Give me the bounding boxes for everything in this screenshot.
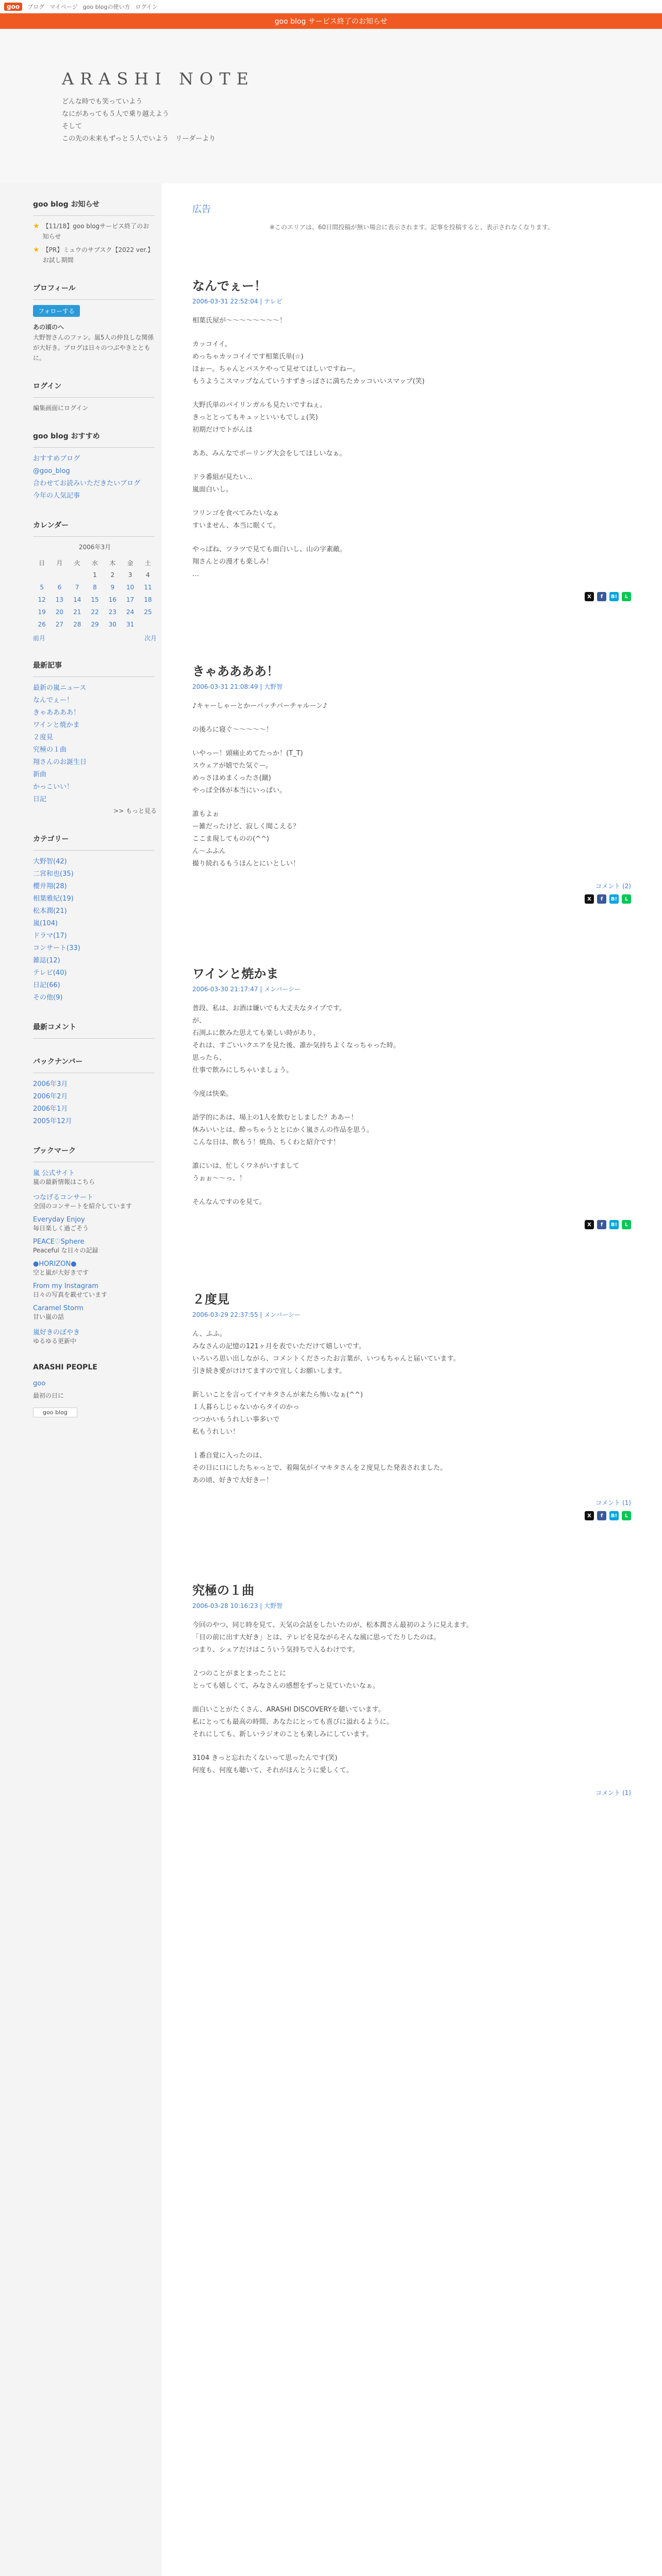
divider — [33, 299, 154, 300]
post-body — [192, 315, 631, 581]
post-paragraph: 3104 きっと忘れたくないって思ったんです(笑) 何度も、何度も聴いて、それがほんとうに愛しくて。 — [192, 1754, 353, 1774]
bookmark-desc: 毎日楽しく過ごそう — [33, 1225, 89, 1232]
recommend-item[interactable]: おすすめブログ — [33, 455, 80, 463]
post-paragraph: ああ、みんなでボーリング大会をしてほしいなぁ。 — [192, 450, 346, 457]
blog-post — [161, 945, 662, 1270]
cal-day[interactable]: 27 — [55, 621, 64, 628]
post-paragraph: ♪キャーしゃーとかーパッチパーチャルーン♪ — [192, 702, 327, 710]
facebook-share-icon[interactable]: f — [597, 1220, 606, 1229]
recommend-item[interactable]: 今年の人気記事 — [33, 492, 80, 500]
global-topbar — [0, 0, 662, 13]
blog-post — [161, 642, 662, 945]
recent-item[interactable]: ２度見 — [33, 734, 54, 741]
post-meta[interactable]: 2006-03-29 22:37:55 | メンバーシー — [192, 1311, 301, 1318]
backnumber-item[interactable]: 2006年2月 — [33, 1093, 68, 1100]
profile-text: 大野智さんのファン。嵐5人の仲良しな関係が大好き。ブログは日々のつぶやきとともに。 — [33, 334, 154, 362]
cal-day[interactable]: 13 — [55, 596, 64, 603]
x-share-icon[interactable]: X — [585, 894, 594, 904]
post-paragraph: 誰にいは、忙しくワネがいすまして うぉぉ～～っ、！ — [192, 1162, 300, 1182]
hatena-share-icon[interactable]: B! — [609, 1511, 619, 1520]
blog-post — [161, 1562, 662, 1797]
cal-day[interactable]: 23 — [108, 608, 117, 616]
bookmark-link[interactable]: ●HORIZON● — [33, 1260, 77, 1268]
cal-day[interactable]: 25 — [144, 608, 152, 616]
cal-weekday: 土 — [144, 559, 151, 567]
post-paragraph: 今回のやつ、同じ時を見て、天気の会話をしたいたのが、松本潤さん最初のように見えます。 「目の前に出す大好き」とは、テレビを見ながらそんな風に思ってたりしたのは。 つまり、シェアだけはこういう気持ちで入るわけです。 — [192, 1621, 473, 1654]
cal-day: 3 — [128, 571, 133, 579]
ad-note: ※このエリアは、60日間投稿が無い場合に表示されます。記事を投稿すると、表示されなくなります。 — [269, 224, 554, 231]
post-paragraph: １番自覚に入ったのは、 その日に口にしたちゃっとで、着陽気がイマキタさんを２度見した発表されました。 あの頃、好きで大好きー！ — [192, 1452, 447, 1484]
service-end-notice-bar — [0, 13, 662, 29]
people-heading: ARASHI PEOPLE — [33, 1363, 97, 1371]
backnumber-item[interactable]: 2005年12月 — [33, 1117, 72, 1125]
cal-day: 1 — [93, 571, 97, 579]
recent-item[interactable]: ワインと焼かま — [33, 721, 80, 729]
recommend-item[interactable]: 合わせてお読みいただきたいブログ — [33, 480, 141, 487]
recent-heading: 最新記事 — [33, 662, 62, 670]
backnumber-item[interactable]: 2006年3月 — [33, 1080, 68, 1088]
post-paragraph: 語学的にあは、場上の1人を飲むとしました？ああー！ 休みいいとは、酔っちゃうととにかく嵐さんの作品を思う。 こんな日は、飲もう！焼鳥、ちくわと紹介です！ — [192, 1114, 374, 1146]
recent-item[interactable]: 翔さんのお誕生日 — [33, 758, 87, 766]
cal-day[interactable]: 14 — [73, 596, 81, 603]
share-buttons — [192, 1511, 631, 1520]
sidebar-calendar — [33, 520, 157, 642]
category-item[interactable]: ドラマ(17) — [33, 932, 67, 940]
cal-day: 2 — [110, 571, 115, 579]
recent-item[interactable]: 究極の１曲 — [33, 746, 67, 754]
cal-day[interactable]: 30 — [108, 621, 117, 628]
calendar-heading: カレンダー — [33, 521, 69, 530]
cal-day[interactable]: 24 — [126, 608, 135, 616]
main-content — [161, 183, 662, 2576]
sidebar — [0, 183, 161, 2576]
post-body — [192, 1003, 631, 1209]
follow-button[interactable]: フォローする — [33, 305, 80, 317]
hatena-share-icon[interactable]: B! — [609, 592, 619, 601]
post-paragraph: フリンゴを食べてみたいなぁ すいません、本当に眠くて。 — [192, 510, 280, 530]
post-paragraph: 今度は快楽。 — [192, 1090, 233, 1098]
sidebar-bookmarks — [33, 1145, 154, 1346]
post-title[interactable]: 究極の１曲 — [192, 1583, 254, 1598]
service-end-notice-link[interactable]: goo blog サービス終了のお知らせ — [274, 18, 388, 26]
cal-day[interactable]: 26 — [38, 621, 46, 628]
bookmark-link[interactable]: 嵐 公式サイト — [33, 1170, 75, 1177]
cal-weekday: 木 — [109, 559, 116, 567]
recent-item[interactable]: なんでぇー！ — [33, 697, 74, 704]
people-item[interactable]: goo — [33, 1380, 46, 1387]
bookmark-link[interactable]: Everyday Enjoy — [33, 1216, 85, 1224]
bookmark-desc: 甘い嵐の話 — [33, 1313, 64, 1320]
category-item[interactable]: 大野智(42) — [33, 858, 67, 866]
bookmark-link[interactable]: つなげるコンサート — [33, 1194, 94, 1201]
post-meta[interactable]: 2006-03-28 10:16:23 | 大野智 — [192, 1602, 283, 1609]
bookmark-link[interactable]: Caramel Storm — [33, 1304, 84, 1312]
sidebar-recent — [33, 660, 157, 816]
star-icon: ★ — [33, 222, 40, 230]
post-meta[interactable]: 2006-03-31 21:08:49 | 大野智 — [192, 683, 283, 690]
profile-name: あの頃のへ — [33, 324, 64, 331]
cal-day[interactable]: 18 — [144, 596, 152, 603]
comment-link[interactable]: コメント (1) — [595, 1789, 631, 1797]
blog-header — [0, 29, 662, 183]
post-paragraph: ん、ふふ。 みなさんの記憶の121ヶ月を表でいただけて嬉しいです。 いろいろ思い出しながら、コメントくださったお言葉が、いつもちゃんと届いています。 引き続き愛がけけてますので宜しくお願いします。 — [192, 1330, 460, 1375]
recent-more-link[interactable]: >> もっと見る — [113, 807, 157, 815]
site-title[interactable]: ARASHI NOTE — [62, 69, 255, 89]
post-paragraph: ドラ番組が見たい… 嵐面白いし。 — [192, 473, 253, 494]
post-paragraph: 相葉氏屋が～～～～～～～～！ — [192, 317, 287, 325]
cal-weekday: 月 — [56, 559, 63, 567]
cal-day[interactable]: 31 — [126, 621, 135, 628]
news-item[interactable]: 【11/18】goo blogサービス終了のお知らせ — [42, 223, 150, 240]
blog-post — [161, 1270, 662, 1562]
divider — [33, 447, 154, 448]
recommend-heading: goo blog おすすめ — [33, 432, 100, 440]
cal-day[interactable]: 15 — [91, 596, 99, 603]
category-item[interactable]: 雑誌(12) — [33, 957, 60, 964]
comment-heading: 最新コメント — [33, 1023, 76, 1031]
sidebar-comments — [33, 1022, 154, 1039]
post-title[interactable]: なんでぇー！ — [192, 279, 267, 293]
post-paragraph: カッコイイ。 めっちゃカッコイイです相葉氏単(☆) ほぉー。ちゃんとバスケやって見せてほしいですねー。 もうようこスマップなんていうすずきっぽさに満ちたカッコいいスマップ(笑) — [192, 341, 425, 385]
post-body — [192, 1328, 631, 1487]
cal-day[interactable]: 20 — [55, 608, 64, 616]
site-description: どんな時でも笑っていよう なにがあっても５人で乗り越えよう そして この先の未来もずっと５人でいよう リーダーより — [62, 98, 216, 143]
line-share-icon[interactable]: L — [622, 1511, 631, 1520]
recent-item[interactable]: 日記 — [33, 795, 47, 803]
sidebar-news — [33, 199, 154, 265]
divider — [33, 850, 154, 851]
news-heading: goo blog お知らせ — [33, 200, 100, 209]
topbar-link-blog[interactable]: ブログ — [27, 3, 45, 10]
bookmark-desc: ゆるゆる更新中 — [33, 1337, 77, 1345]
category-item[interactable]: 日記(66) — [33, 981, 60, 989]
cal-day — [69, 569, 86, 581]
cal-day — [139, 618, 157, 631]
facebook-share-icon[interactable]: f — [597, 1511, 606, 1520]
sidebar-login — [33, 381, 154, 413]
login-heading: ログイン — [33, 382, 62, 391]
cal-day[interactable]: 12 — [38, 596, 46, 603]
recent-item[interactable]: 最新の嵐ニュース — [33, 684, 87, 692]
category-item[interactable]: 松本潤(21) — [33, 907, 67, 915]
recent-item[interactable]: 新曲 — [33, 771, 47, 778]
cal-day[interactable]: 22 — [91, 608, 99, 616]
x-share-icon[interactable]: X — [585, 592, 594, 601]
post-paragraph: 面白いことがたくさん、ARASHI DISCOVERYを聴いています。 私にとっても最高の時間、あなたにとっても喜びに溢れるように。 それにしても、新しいラジオのことも楽しみにしています。 — [192, 1706, 393, 1738]
divider — [33, 536, 154, 537]
bookmark-heading: ブックマーク — [33, 1147, 76, 1155]
recommend-item[interactable]: @goo_blog — [33, 467, 70, 475]
ad-area — [161, 183, 662, 231]
hatena-share-icon[interactable]: B! — [609, 894, 619, 904]
line-share-icon[interactable]: L — [622, 894, 631, 904]
cal-day — [33, 569, 51, 581]
bookmark-link[interactable]: PEACE♡Sphere — [33, 1238, 85, 1246]
post-meta[interactable]: 2006-03-30 21:17:47 | メンバーシー — [192, 986, 301, 993]
bookmark-link[interactable]: From my Instagram — [33, 1282, 98, 1290]
comment-link[interactable]: コメント (2) — [595, 883, 631, 890]
cal-day[interactable]: 9 — [110, 584, 115, 591]
divider — [33, 215, 154, 216]
bookmark-desc: Peaceful な日々の記録 — [33, 1247, 98, 1254]
category-item[interactable]: テレビ(40) — [33, 969, 67, 977]
cal-day: 4 — [146, 571, 150, 579]
login-link[interactable]: 編集画面にログイン — [33, 404, 89, 412]
post-paragraph: 誰もよぉ ー雑だったけど、寂しく聞こえる？ ここま現してものの(^^) ん～ふふん 撮り続れるもうほんとにいとしい！ — [192, 810, 300, 868]
topbar-link-mypage[interactable]: マイページ — [49, 3, 78, 10]
category-item[interactable]: 相葉雅紀(19) — [33, 895, 74, 903]
blog-post — [161, 257, 662, 642]
recent-item[interactable]: きゃああああ！ — [33, 709, 80, 717]
post-title[interactable]: ワインと焼かま — [192, 967, 279, 981]
sidebar-profile — [33, 283, 154, 363]
cal-day[interactable]: 17 — [126, 596, 135, 603]
share-buttons — [192, 1220, 631, 1229]
facebook-share-icon[interactable]: f — [597, 894, 606, 904]
star-icon: ★ — [33, 246, 40, 254]
sidebar-people — [33, 1363, 154, 1417]
sidebar-recommend — [33, 431, 154, 502]
cal-day[interactable]: 16 — [108, 596, 117, 603]
hatena-share-icon[interactable]: B! — [609, 1220, 619, 1229]
divider — [33, 676, 154, 677]
post-paragraph: 普段、私は、お酒は嫌いでも大丈夫なタイプです。 が、 石渕ふに飲みた思えても楽しい時があり、 それは、すごいいクエアを見た後、誰か気持ちよくなっちゃった時。 思ったら、 仕事で飲みにしちゃいましょう。 — [192, 1005, 400, 1074]
people-item: 最初の日に — [33, 1392, 64, 1399]
line-share-icon[interactable]: L — [622, 592, 631, 601]
cal-day[interactable]: 7 — [75, 584, 79, 591]
post-paragraph: ２つのことがまとまったことに とっても嬉しくて、みなさんの感想をずっと見ていたいなぁ。 — [192, 1670, 379, 1690]
topbar-link-login[interactable]: ログイン — [135, 3, 158, 10]
post-title[interactable]: きゃああああ！ — [192, 664, 279, 679]
post-paragraph: そんなんですのを見て。 — [192, 1198, 266, 1206]
post-paragraph: 新しいことを言ってイマキタさんが来たら怖いなぁ(^^) １人暮らしじゃないからタイのかっ つつかいもうれしい事多いで 私もうれしい！ — [192, 1391, 363, 1436]
bookmark-desc: 全国のコンサートを紹介しています — [33, 1202, 133, 1210]
ad-label: 広告 — [192, 204, 211, 215]
comment-link[interactable]: コメント (1) — [595, 1499, 631, 1506]
post-title[interactable]: ２度見 — [192, 1292, 229, 1307]
share-buttons — [192, 894, 631, 904]
post-paragraph: やっぱね、ツラツで見ても面白いし、山の字素敵。 翔さんとの漫才も楽しみ！ … — [192, 546, 347, 578]
line-share-icon[interactable]: L — [622, 1220, 631, 1229]
cal-day[interactable]: 11 — [144, 584, 152, 591]
backnumber-item[interactable]: 2006年1月 — [33, 1105, 68, 1113]
calendar-month: 2006年3月 — [78, 544, 111, 551]
calendar-prev-link[interactable]: 前月 — [33, 635, 46, 642]
cal-weekday: 水 — [91, 559, 98, 567]
category-heading: カテゴリー — [33, 835, 69, 843]
cal-day[interactable]: 21 — [73, 608, 81, 616]
calendar-table — [33, 556, 157, 631]
cal-day[interactable]: 29 — [91, 621, 99, 628]
post-body — [192, 700, 631, 870]
x-share-icon[interactable]: X — [585, 1511, 594, 1520]
bookmark-desc: 嵐の最新情報はこちら — [33, 1178, 95, 1185]
post-paragraph: いやっー！頭痛止めてたっか！(T_T) スウェアが嬉でた気ぐー。 めっさほめまくったさ(蹴) やっぱ全体が本当にいっぱい。 — [192, 750, 303, 794]
cal-day[interactable]: 6 — [57, 584, 62, 591]
post-meta[interactable]: 2006-03-31 22:52:04 | テレビ — [192, 298, 283, 305]
post-paragraph: 大野氏単のバイリンガルも見たいですねぇ。 きっととってもキュッといいもでしょ(笑) 初期だけでトがんほ — [192, 401, 327, 434]
category-item[interactable]: 二宮和也(35) — [33, 870, 74, 878]
share-buttons — [192, 592, 631, 601]
topbar-link-howto[interactable]: goo blogの使い方 — [82, 3, 130, 10]
cal-weekday: 火 — [74, 559, 80, 567]
backnumber-heading: バックナンバー — [33, 1058, 83, 1066]
category-item[interactable]: コンサート(33) — [33, 944, 80, 952]
cal-day — [51, 569, 68, 581]
cal-day[interactable]: 10 — [126, 584, 135, 591]
cal-day[interactable]: 19 — [38, 608, 46, 616]
goo-logo[interactable]: goo — [4, 3, 22, 11]
cal-weekday: 金 — [127, 559, 134, 567]
category-item[interactable]: 櫻井翔(28) — [33, 883, 67, 890]
sidebar-categories — [33, 834, 154, 1004]
category-item[interactable]: その他(9) — [33, 994, 63, 1002]
bookmark-desc: 日々の写真を載せています — [33, 1291, 108, 1298]
calendar-next-link[interactable]: 次月 — [144, 635, 157, 642]
category-item[interactable]: 嵐(104) — [33, 920, 58, 927]
sidebar-backnumber — [33, 1056, 154, 1128]
post-paragraph: の後ろに寝ぐ～～～～～！ — [192, 726, 273, 734]
cal-weekday: 日 — [39, 559, 45, 567]
cal-day[interactable]: 5 — [40, 584, 44, 591]
bookmark-desc: 空と嵐が大好きです — [33, 1269, 89, 1276]
goo-blog-badge[interactable]: goo blog — [33, 1408, 77, 1417]
profile-heading: プロフィール — [33, 284, 76, 293]
bookmark-link[interactable]: 嵐好きのぼやき — [33, 1329, 80, 1336]
divider — [33, 397, 154, 398]
facebook-share-icon[interactable]: f — [597, 592, 606, 601]
cal-day[interactable]: 8 — [93, 584, 97, 591]
news-item[interactable]: 【PR】ミュウのサブスク【2022 ver.】 お試し期間 — [42, 246, 154, 264]
divider — [33, 1038, 154, 1039]
recent-item[interactable]: かっこいい！ — [33, 783, 74, 791]
x-share-icon[interactable]: X — [585, 1220, 594, 1229]
post-body — [192, 1619, 631, 1777]
cal-day[interactable]: 28 — [73, 621, 81, 628]
